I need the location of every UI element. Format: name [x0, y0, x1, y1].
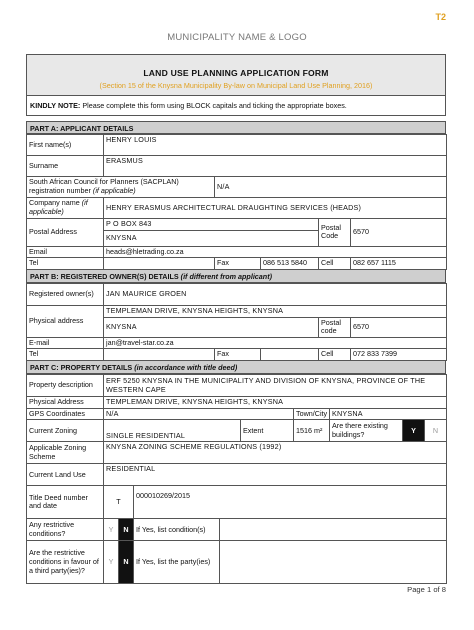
- owner-cell-label: Cell: [319, 349, 351, 361]
- tel-label: Tel: [27, 258, 104, 270]
- part-a-heading: PART A: APPLICANT DETAILS: [26, 121, 446, 134]
- property-desc-field[interactable]: ERF 5250 KNYSNA IN THE MUNICIPALITY AND DIVISION OF KNYSNA, PROVINCE OF THE WESTERN CAPE: [104, 375, 447, 397]
- land-use-field[interactable]: RESIDENTIAL: [104, 464, 447, 486]
- owner-cell-field[interactable]: 072 833 7399: [351, 349, 447, 361]
- kindly-note-label: KINDLY NOTE:: [30, 101, 81, 110]
- part-b-heading: [26, 270, 446, 283]
- municipality-header: MUNICIPALITY NAME & LOGO: [167, 32, 307, 43]
- part-a-table: [26, 134, 447, 270]
- property-physical-field[interactable]: TEMPLEMAN DRIVE, KNYSNA HEIGHTS, KNYSNA: [104, 397, 447, 409]
- postal-code-field[interactable]: 6570: [351, 219, 447, 247]
- land-use-label: Current Land Use: [27, 464, 104, 486]
- zoning-field[interactable]: SINGLE RESIDENTIAL: [104, 420, 241, 442]
- owner-postal-code-label: Postal code: [319, 317, 351, 337]
- zoning-label: Current Zoning: [27, 420, 104, 442]
- kindly-note-text: Please complete this form using BLOCK capitals and ticking the appropriate boxes.: [80, 101, 347, 110]
- part-c-heading: [26, 361, 446, 374]
- fax-label: Fax: [215, 258, 261, 270]
- form-subtitle: (Section 15 of the Knysna Municipality By-law on Municipal Land Use Planning, 2016): [99, 81, 373, 90]
- title-deed-label: Title Deed number and date: [27, 486, 104, 519]
- existing-buildings-label: Are there existing buildings?: [330, 420, 403, 442]
- cell-label: Cell: [319, 258, 351, 270]
- owner-physical-line1[interactable]: TEMPLEMAN DRIVE, KNYSNA HEIGHTS, KNYSNA: [104, 305, 447, 317]
- email-field[interactable]: heads@hletrading.co.za: [104, 246, 447, 258]
- title-deed-prefix: T: [104, 486, 134, 519]
- third-party-no[interactable]: N: [119, 541, 134, 584]
- owner-label: Registered owner(s): [27, 283, 104, 305]
- postal-address-line2[interactable]: KNYSNA: [104, 230, 319, 246]
- gps-field[interactable]: N/A: [104, 408, 294, 420]
- owner-email-field[interactable]: jan@travel-star.co.za: [104, 337, 447, 349]
- part-b-table: [26, 283, 447, 361]
- application-form: [26, 54, 446, 584]
- restrictive-if-yes-label: If Yes, list condition(s): [134, 519, 220, 541]
- sacplan-label-text: South African Council for Planners (SACPLAN) registration number: [29, 177, 179, 195]
- third-party-label: Are the restrictive conditions in favour of a third party(ies)?: [27, 541, 104, 584]
- kindly-note: [26, 96, 446, 116]
- owner-physical-line2[interactable]: KNYSNA: [104, 317, 319, 337]
- first-names-field[interactable]: HENRY LOUIS: [104, 135, 447, 156]
- sacplan-label: [27, 177, 215, 198]
- postal-address-line1[interactable]: P O BOX 843: [104, 219, 319, 231]
- third-party-yes[interactable]: Y: [104, 541, 119, 584]
- owner-field[interactable]: JAN MAURICE GROEN: [104, 283, 447, 305]
- owner-fax-field[interactable]: [261, 349, 319, 361]
- property-physical-label: Physical Address: [27, 397, 104, 409]
- page-number: Page 1 of 8: [407, 585, 446, 594]
- part-c-heading-note: (in accordance with title deed): [134, 363, 238, 373]
- part-b-heading-note: (if different from applicant): [180, 271, 272, 281]
- restrictive-conditions-field[interactable]: [220, 519, 447, 541]
- property-desc-label: Property description: [27, 375, 104, 397]
- company-label: [27, 198, 104, 219]
- company-field[interactable]: HENRY ERASMUS ARCHITECTURAL DRAUGHTING SERVICES (HEADS): [104, 198, 447, 219]
- surname-field[interactable]: ERASMUS: [104, 156, 447, 177]
- extent-field[interactable]: 1516 m²: [294, 420, 330, 442]
- owner-physical-label: Physical address: [27, 305, 104, 337]
- extent-label: Extent: [241, 420, 294, 442]
- owner-fax-label: Fax: [215, 349, 261, 361]
- town-label: Town/City: [294, 408, 330, 420]
- sacplan-label-note: (if applicable): [92, 186, 136, 195]
- surname-label: Surname: [27, 156, 104, 177]
- owner-email-label: E-mail: [27, 337, 104, 349]
- owner-tel-field[interactable]: [104, 349, 215, 361]
- owner-tel-label: Tel: [27, 349, 104, 361]
- gps-label: GPS Coordinates: [27, 408, 104, 420]
- part-c-table: [26, 374, 447, 584]
- company-label-text: Company name: [29, 198, 82, 208]
- restrictive-yes[interactable]: Y: [104, 519, 119, 541]
- page-tag: T2: [435, 12, 446, 22]
- restrictive-no[interactable]: N: [119, 519, 134, 541]
- existing-buildings-yes[interactable]: Y: [403, 420, 425, 442]
- third-party-field[interactable]: [220, 541, 447, 584]
- zoning-scheme-label: Applicable Zoning Scheme: [27, 442, 104, 464]
- restrictive-label: Any restrictive conditions?: [27, 519, 104, 541]
- form-title: LAND USE PLANNING APPLICATION FORM: [143, 68, 329, 78]
- part-b-heading-text: PART B: REGISTERED OWNER(S) DETAILS: [30, 271, 181, 281]
- form-title-box: [26, 54, 446, 96]
- owner-postal-code-field[interactable]: 6570: [351, 317, 447, 337]
- first-names-label: First name(s): [27, 135, 104, 156]
- company-label-note: (if applicable): [29, 198, 88, 216]
- zoning-scheme-field[interactable]: KNYSNA ZONING SCHEME REGULATIONS (1992): [104, 442, 447, 464]
- cell-field[interactable]: 082 657 1115: [351, 258, 447, 270]
- town-field[interactable]: KNYSNA: [330, 408, 447, 420]
- existing-buildings-no[interactable]: N: [425, 420, 447, 442]
- postal-code-label: Postal Code: [319, 219, 351, 247]
- sacplan-field[interactable]: N/A: [215, 177, 447, 198]
- title-deed-field[interactable]: 000010269/2015: [134, 486, 447, 519]
- fax-field[interactable]: 086 513 5840: [261, 258, 319, 270]
- third-party-if-yes-label: If Yes, list the party(ies): [134, 541, 220, 584]
- email-label: Email: [27, 246, 104, 258]
- part-c-heading-text: PART C: PROPERTY DETAILS: [30, 363, 135, 373]
- tel-field[interactable]: [104, 258, 215, 270]
- postal-address-label: Postal Address: [27, 219, 104, 247]
